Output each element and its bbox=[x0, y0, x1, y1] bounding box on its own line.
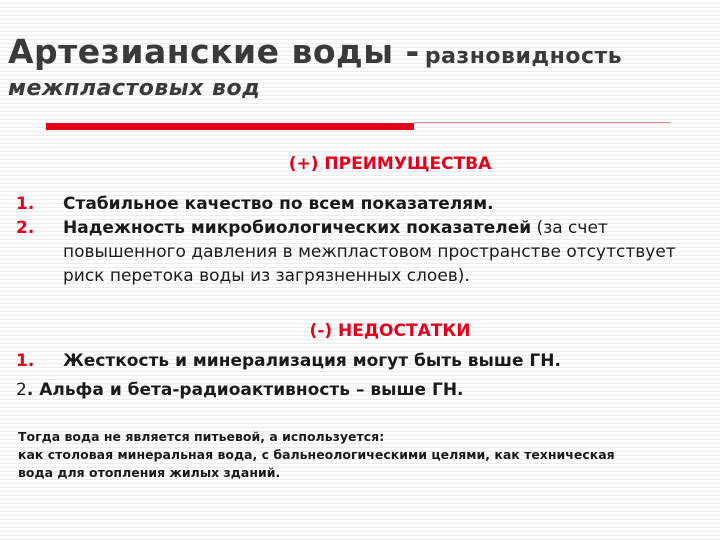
title-second-line: межпластовых вод bbox=[8, 76, 261, 101]
title-underline-thin bbox=[414, 122, 670, 123]
list-number: 1. bbox=[16, 194, 35, 214]
disadvantage-item-1 bbox=[8, 349, 713, 373]
disadvantage-text: Жесткость и минерализация могут быть выше ГН. bbox=[63, 351, 561, 371]
advantage-text-bold: Надежность микробиологических показателей bbox=[63, 218, 532, 238]
title-subtitle: разновидность bbox=[424, 44, 623, 69]
disadvantage-item-2 bbox=[8, 373, 713, 402]
advantage-text-detail: (за счет повышенного давления в межпластовом пространстве отсутствует риск перетока воды из загрязненных слоев). bbox=[63, 218, 676, 286]
advantage-item-2 bbox=[8, 216, 713, 288]
disadvantage-text: . Альфа и бета-радиоактивность – выше ГН. bbox=[26, 380, 464, 400]
list-number: 1. bbox=[16, 351, 35, 371]
advantages-list bbox=[8, 192, 713, 288]
advantage-item-1 bbox=[8, 192, 713, 216]
title bbox=[8, 32, 622, 71]
usage-note bbox=[18, 428, 708, 482]
list-number: 2 bbox=[16, 380, 27, 400]
advantages-heading: (+) ПРЕИМУЩЕСТВА bbox=[288, 154, 492, 174]
list-number: 2. bbox=[16, 218, 35, 238]
note-line-2: как столовая минеральная вода, с бальнеологическими целями, как техническая bbox=[18, 447, 615, 462]
note-line-3: вода для отопления жилых зданий. bbox=[18, 465, 281, 480]
disadvantages-list bbox=[8, 349, 713, 402]
advantage-text: Стабильное качество по всем показателям. bbox=[63, 194, 494, 214]
disadvantages-heading: (-) НЕДОСТАТКИ bbox=[309, 321, 471, 341]
note-line-1: Тогда вода не является питьевой, а используется: bbox=[18, 429, 385, 444]
title-underline-bar bbox=[46, 123, 414, 130]
title-main: Артезианские воды - bbox=[8, 32, 420, 71]
